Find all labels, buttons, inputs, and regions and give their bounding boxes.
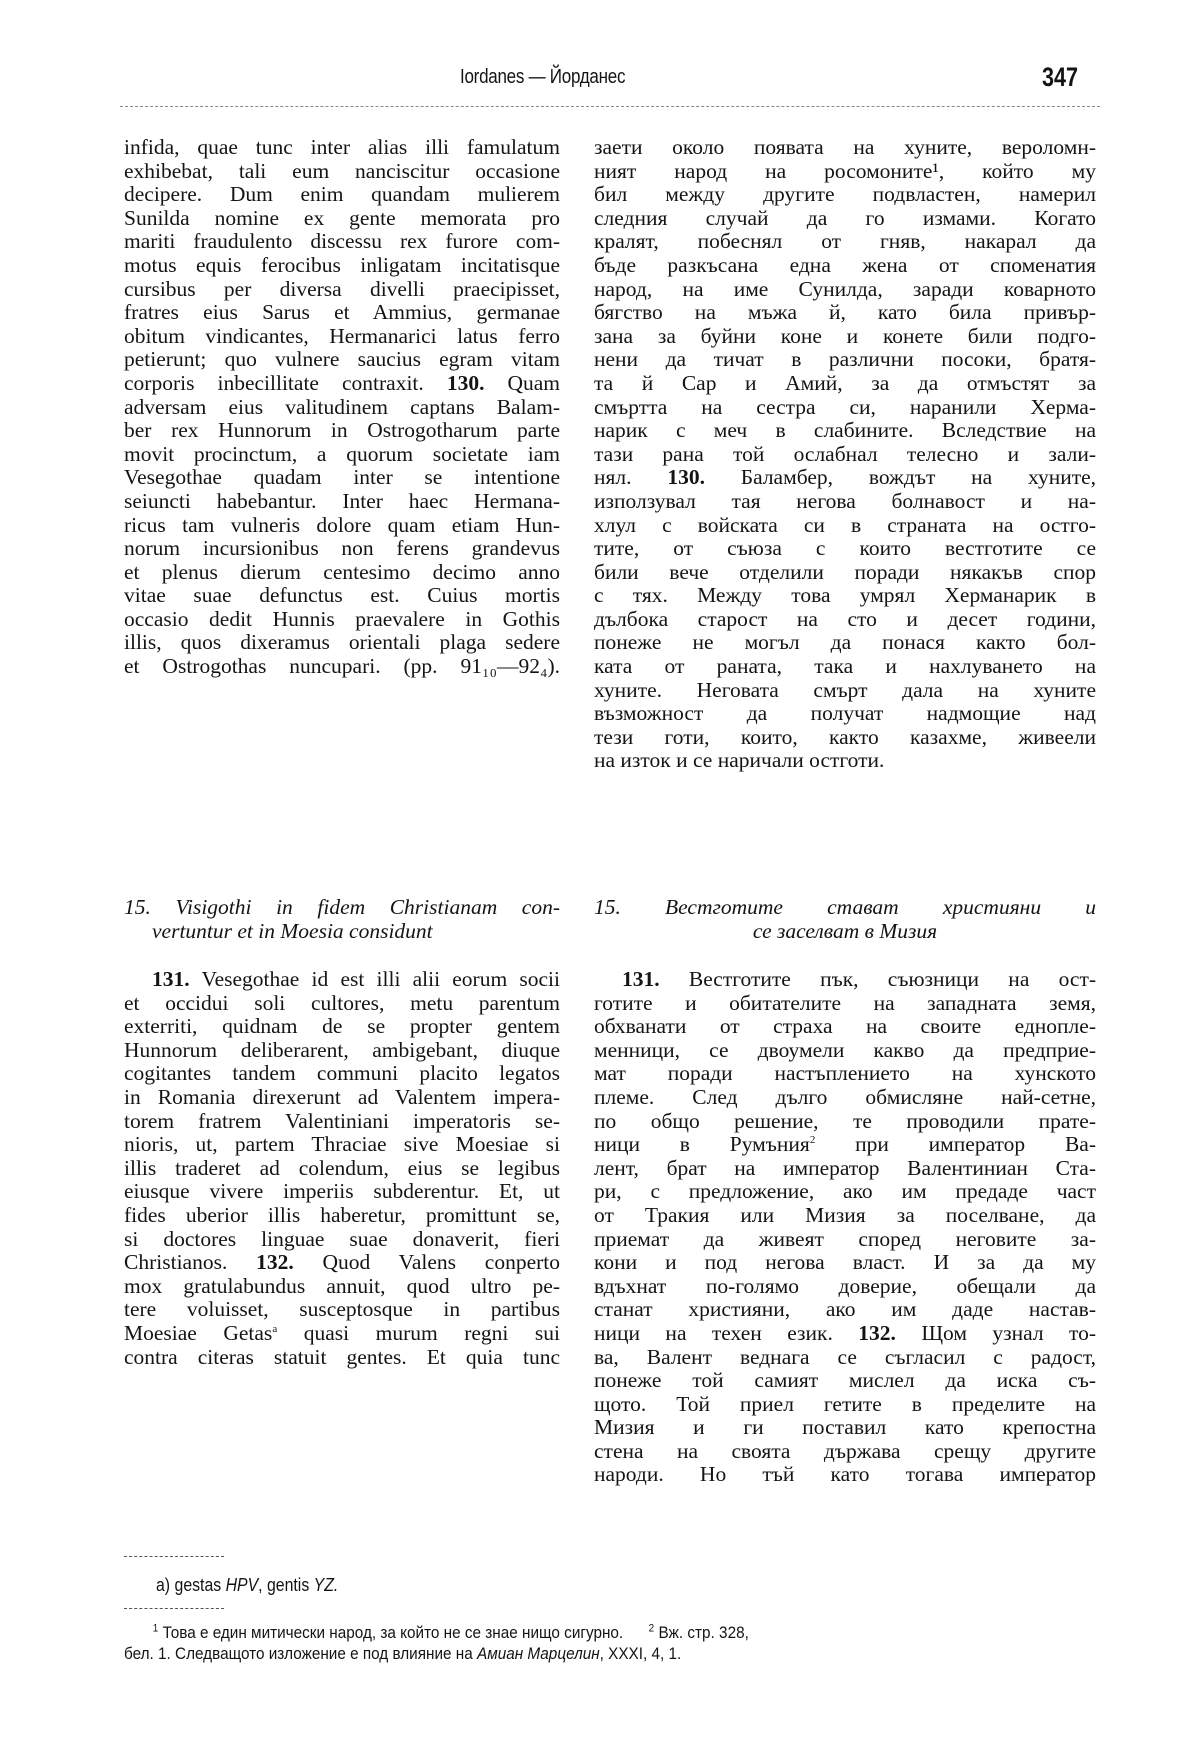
bulgarian-text-bottom: [594, 968, 1096, 1487]
text-line: infida, quae tunc inter alias illi famulatum: [124, 135, 560, 159]
text-line: на изток и се наричали остготи.: [594, 748, 885, 773]
text-line: тези готи, които, както казахме, живеели: [594, 724, 1096, 749]
manuscript-siglum: YZ.: [313, 1575, 339, 1595]
text-fragment: Vesegothae id est illi alii eorum socii: [201, 967, 560, 991]
text-line: [124, 1322, 560, 1346]
text-line: tere voluisset, susceptosque in partibus: [124, 1297, 560, 1322]
text-line: Sunilda nomine ex gente memorata pro: [124, 205, 560, 230]
footnote-rule: [124, 1608, 224, 1609]
text-line: хлул с войската си в страната на остго-: [594, 512, 1096, 537]
text-line: occasio dedit Hunnis praevalere in Gothis: [124, 606, 560, 631]
text-fragment: Moesiae Getas: [124, 1320, 273, 1345]
text-line: decipere. Dum enim quandam mulierem: [124, 182, 560, 207]
text-line: si doctores linguae suae donaverit, fieri: [124, 1226, 560, 1251]
paragraph-number: 132.: [858, 1320, 896, 1345]
text-line: ри, с предложение, ако им предаде част: [594, 1179, 1096, 1204]
text-line: нарик с меч в слабините. Вследствие на: [594, 418, 1096, 443]
text-line: тите, от съюза с които вестготите се: [594, 536, 1096, 561]
text-line: ва, Валент веднага се съгласил с радост,: [594, 1344, 1096, 1369]
text-line: мат поради настъплението на хунското: [594, 1061, 1096, 1086]
text-line: заети около появата на хуните, вероломн-: [594, 135, 1096, 159]
text-line: кони и под негова власт. И за да му: [594, 1250, 1096, 1275]
text-fragment: нял.: [594, 465, 632, 490]
heading-text: Visigothi in fidem Christianam con-: [175, 895, 561, 919]
page-number: 347: [1041, 62, 1078, 92]
text-fragment: Баламбер, вождът на хуните,: [740, 465, 1097, 490]
heading-line: vertuntur et in Moesia considunt: [152, 919, 433, 943]
text-line: et plenus dierum centesimo decimo anno: [124, 559, 560, 584]
text-line: nioris, ut, partem Thraciae sive Moesiae si: [124, 1132, 560, 1157]
footnote-line: [124, 1643, 1002, 1664]
text-fragment: quasi murum regni sui: [303, 1320, 561, 1345]
footnote-text: Това е един митически народ, за който не се знае нищо сигурно.: [162, 1623, 624, 1642]
paragraph-number: 131.: [152, 967, 190, 991]
text-line: obitum vindicantes, Hermanarici latus ferro: [124, 323, 560, 348]
text-line: fratres eius Sarus et Ammius, germanae: [124, 300, 560, 325]
text-line: станат християни, ако им даде настав-: [594, 1297, 1096, 1322]
text-line: хуните. Неговата смърт дала на хуните: [594, 677, 1096, 702]
footnote-text: бел. 1. Следващото изложение е под влияние на: [124, 1644, 473, 1663]
footnote-text: , XXXI, 4, 1.: [599, 1644, 682, 1663]
text-fragment: corporis inbecillitate contraxit.: [124, 370, 424, 395]
text-line: Vesegothae quadam inter se intentione: [124, 465, 560, 490]
text-line: [124, 372, 560, 396]
page-header: [120, 62, 1100, 106]
text-line: [594, 466, 1096, 490]
paragraph-number: 131.: [622, 967, 660, 991]
text-line: вдъхнат по-голямо доверие, обещали да: [594, 1273, 1096, 1298]
text-line: бил между другите подвластен, намерил: [594, 182, 1096, 207]
text-line: с тях. Между това умрял Херманарик в: [594, 583, 1096, 608]
text-line: понеже той самият мислел да иска съ-: [594, 1368, 1096, 1393]
text-line: бягство на мъжа й, като била привър-: [594, 300, 1096, 325]
text-line: обхванати от страха на своите еднопле-: [594, 1014, 1096, 1039]
section-heading-bulgarian: [594, 895, 1096, 943]
heading-line: [594, 895, 1096, 919]
text-line: contra citeras statuit gentes. Et quia tunc: [124, 1344, 560, 1369]
text-line: тази рана той ослабнал телесно и зали-: [594, 441, 1096, 466]
footnote-marker: 1: [152, 1622, 159, 1635]
text-fragment: Вестготите пък, съюзници на ост-: [688, 967, 1097, 991]
text-line: illis traderet ad colendum, eius se legibus: [124, 1155, 560, 1180]
section-heading-latin: [124, 895, 560, 943]
text-line: смъртта на сестра си, наранили Херма-: [594, 394, 1096, 419]
footnote-line: [124, 1622, 1002, 1643]
text-line: movit procinctum, a quorum societate iam: [124, 441, 560, 466]
text-line: in Romania direxerunt ad Valentem impera-: [124, 1084, 560, 1109]
text-line: fides uberior illis haberetur, promittunt se,: [124, 1202, 560, 1227]
text-line: били вече отделили поради някакъв спор: [594, 559, 1096, 584]
paragraph-number: 130.: [446, 370, 485, 395]
text-fragment: при император Ва-: [855, 1132, 1096, 1157]
text-line: [594, 968, 1096, 992]
section-number: 15.: [124, 895, 151, 919]
latin-text-top: [124, 136, 560, 679]
heading-line: се заселват в Мизия: [752, 919, 938, 943]
apparatus-rule: [124, 1556, 224, 1557]
text-line: [594, 1322, 1096, 1346]
text-line: [594, 1133, 1096, 1157]
text-line: възможност да получат надмощие над: [594, 701, 1096, 726]
text-line: illis, quos dixeramus orientali plaga sedere: [124, 630, 560, 655]
text-line: Hunnorum deliberarent, ambigebant, diuque: [124, 1037, 560, 1062]
text-line: motus equis ferocibus inligatam incitatisque: [124, 252, 560, 277]
text-fragment: ници в Румъния: [594, 1132, 810, 1157]
apparatus-text: gestas: [174, 1575, 222, 1595]
text-fragment: Quam: [507, 370, 561, 395]
footnote-marker: 2: [809, 1134, 816, 1146]
text-line: Мизия и ги поставил като крепостна: [594, 1415, 1096, 1440]
cited-author: Амиан Марцелин: [476, 1644, 600, 1663]
text-line: ката от раната, така и нахлуването на: [594, 654, 1096, 679]
text-line: vitae suae defunctus est. Cuius mortis: [124, 583, 560, 608]
text-line: по общо решение, те проводили прате-: [594, 1108, 1096, 1133]
text-line: et occidui soli cultores, metu parentum: [124, 990, 560, 1015]
text-line: exhibebat, tali eum nanciscitur occasione: [124, 158, 560, 183]
text-line: ният народ на росомоните¹, който му: [594, 158, 1096, 183]
latin-text-bottom: [124, 968, 560, 1369]
text-line: et Ostrogothas nuncupari. (pp. 91₁₀—92₄).: [124, 654, 560, 679]
text-fragment: Quod Valens conperto: [322, 1250, 560, 1275]
text-line: exterriti, quidnam de se propter gentem: [124, 1014, 560, 1039]
apparatus-text: , gentis: [258, 1575, 310, 1595]
footnote-text: Вж. стр. 328,: [658, 1623, 749, 1642]
text-line: приемат да живеят според неговите за-: [594, 1226, 1096, 1251]
footnote-marker: 2: [648, 1622, 655, 1635]
text-line: менници, се двоумели какво да предприе-: [594, 1037, 1096, 1062]
text-line: племе. След дълго обмисляне най-сетне,: [594, 1084, 1096, 1109]
text-line: [124, 1251, 560, 1275]
text-line: та й Сар и Амий, за да отмъстят за: [594, 370, 1096, 395]
text-line: стена на своята държава срещу другите: [594, 1438, 1096, 1463]
text-line: нени да тичат в различни посоки, братя-: [594, 347, 1096, 372]
section-number: 15.: [594, 895, 621, 919]
text-line: seiuncti habebantur. Inter haec Hermana-: [124, 488, 560, 513]
header-rule: [120, 106, 1100, 107]
text-line: cogitantes tandem communi placito legatos: [124, 1061, 560, 1086]
text-line: mariti fraudulento discessu rex furore com-: [124, 229, 560, 254]
footnotes: [124, 1622, 1002, 1664]
text-line: [124, 968, 560, 992]
manuscript-siglum: HPV: [225, 1575, 259, 1595]
text-line: бъде разкъсана една жена от споменатия: [594, 252, 1096, 277]
paragraph-number: 132.: [256, 1250, 294, 1275]
apparatus-label: a): [156, 1575, 171, 1595]
text-line: щото. Той приел гетите в пределите на: [594, 1391, 1096, 1416]
text-line: дълбока старост на сто и десет години,: [594, 606, 1096, 631]
text-fragment: ници на техен език.: [594, 1320, 833, 1345]
bulgarian-text-top: [594, 136, 1096, 773]
text-line: народ, на име Сунилда, заради коварното: [594, 276, 1096, 301]
text-fragment: Щом узнал то-: [921, 1320, 1097, 1345]
heading-line: [124, 895, 560, 919]
text-line: petierunt; quo vulnere saucius egram vitam: [124, 347, 560, 372]
text-line: народи. Но тъй като тогава император: [594, 1462, 1096, 1487]
text-line: кралят, побеснял от гняв, накарал да: [594, 229, 1096, 254]
text-line: adversam eius valitudinem captans Balam-: [124, 394, 560, 419]
text-line: лент, брат на император Валентиниан Ста-: [594, 1155, 1096, 1180]
text-line: torem fratrem Valentiniani imperatoris se-: [124, 1108, 560, 1133]
text-fragment: Christianos.: [124, 1250, 228, 1275]
text-line: norum incursionibus non ferens grandevus: [124, 536, 560, 561]
text-line: от Тракия или Мизия за поселване, да: [594, 1202, 1096, 1227]
text-line: готите и обитателите на западната земя,: [594, 990, 1096, 1015]
text-line: ber rex Hunnorum in Ostrogotharum parte: [124, 418, 560, 443]
text-line: понеже не могъл да понася както бол-: [594, 630, 1096, 655]
running-title: Iordanes — Йорданес: [460, 66, 626, 88]
text-line: използувал тая негова болнавост и на-: [594, 488, 1096, 513]
text-line: следния случай да го измами. Когато: [594, 205, 1096, 230]
paragraph-number: 130.: [667, 465, 705, 490]
heading-text: Вестготите стават християни и: [665, 895, 1097, 919]
apparatus-note: [156, 1575, 338, 1596]
text-line: ricus tam vulneris dolore quam etiam Hun-: [124, 512, 560, 537]
text-line: mox gratulabundus annuit, quod ultro pe-: [124, 1273, 560, 1298]
text-line: зана за буйни коне и конете били подго-: [594, 323, 1096, 348]
text-line: cursibus per diversa divelli praecipisset,: [124, 276, 560, 301]
text-line: eiusque vivere imperiis subderentur. Et, ut: [124, 1179, 560, 1204]
apparatus-marker: a: [272, 1322, 278, 1335]
